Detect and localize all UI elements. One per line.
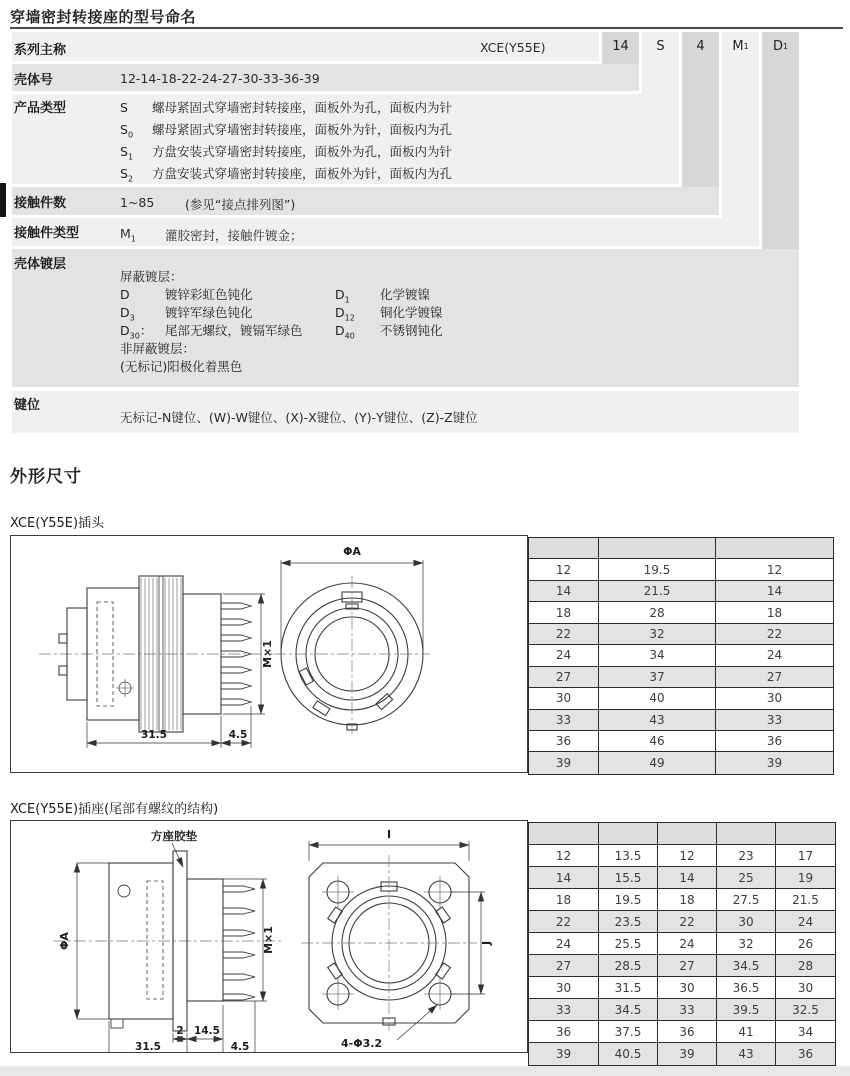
table-cell-shell: 36 xyxy=(529,1021,599,1042)
product-type-code: $S_0$ xyxy=(120,121,134,139)
table-cell-a: 13.5 xyxy=(599,845,658,866)
table-cell-shell: 24 xyxy=(529,933,599,954)
table-cell-a: 19.5 xyxy=(599,889,658,910)
socket-table-body xyxy=(529,845,835,1065)
table-row xyxy=(529,977,835,999)
socket-dim-body-length: 31.5 xyxy=(135,1041,161,1052)
product-type-item xyxy=(120,118,452,140)
code-product-type: S xyxy=(656,39,665,54)
row-contact-type xyxy=(12,218,759,246)
plug-dimensions-table xyxy=(528,537,834,775)
code-strip-contact-type xyxy=(722,32,759,246)
product-type-code: $S_1$ xyxy=(120,143,134,161)
table-cell-m: 18 xyxy=(658,889,717,910)
contact-type-desc: 灌胶密封，接触件镀金； xyxy=(165,228,303,243)
key-position-value: 无标记-N键位、(W)-W键位、(X)-X键位、(Y)-Y键位、(Z)-Z键位 xyxy=(120,410,478,425)
table-cell-j: 26 xyxy=(797,936,814,951)
table-header-cell xyxy=(776,823,835,844)
table-cell-i: 32 xyxy=(717,933,776,954)
plating-desc-1: 尾部无螺纹，镀镉军绿色 xyxy=(165,323,303,338)
table-cell-shell: 36 xyxy=(529,731,599,751)
row-shell-number xyxy=(12,64,639,91)
socket-dim-holes: 4-Φ3.2 xyxy=(341,1037,383,1050)
table-header-cell xyxy=(599,538,716,558)
table-cell-j: 17 xyxy=(797,848,814,863)
product-type-item xyxy=(120,140,452,162)
product-type-desc: 螺母紧固式穿墙密封转接座，面板外为孔，面板内为针 xyxy=(152,100,453,115)
code-contact-type: M 1 xyxy=(732,39,749,54)
table-cell-j: 19 xyxy=(797,870,814,885)
plug-dim-tail-length: 4.5 xyxy=(228,729,248,741)
plating-row xyxy=(120,321,443,339)
plating-code-1: D xyxy=(120,286,130,302)
contact-type-label: 接触件类型 xyxy=(14,226,80,241)
table-cell-shell: 12 xyxy=(529,845,599,866)
table-cell-shell: 14 xyxy=(529,581,599,601)
plating-desc-1: 镀锌军绿色钝化 xyxy=(165,305,253,320)
table-cell-m: 30 xyxy=(658,977,717,998)
socket-dim-thread: M×1 xyxy=(262,926,275,954)
table-cell-m: 27 xyxy=(766,669,783,684)
table-cell-a: 37.5 xyxy=(599,1021,658,1042)
plating-desc-2: 化学镀镍 xyxy=(380,287,431,302)
table-cell-m: 24 xyxy=(658,933,717,954)
plating-content xyxy=(120,267,443,375)
product-type-desc: 方盘安装式穿墙密封转接座，面板外为孔，面板内为针 xyxy=(152,144,453,159)
table-header-row xyxy=(529,538,833,559)
table-cell-a: 28.5 xyxy=(599,955,658,976)
table-cell-j: 24 xyxy=(797,914,814,929)
table-cell-m: 12 xyxy=(658,845,717,866)
product-type-code: $S_2$ xyxy=(120,165,134,183)
plug-table-body xyxy=(529,559,833,773)
socket-dim-j: J xyxy=(480,940,493,946)
table-cell-m: 27 xyxy=(658,955,717,976)
contact-count-value: 1~85 xyxy=(120,195,155,210)
table-header-cell xyxy=(716,538,833,558)
table-cell-i: 39.5 xyxy=(717,999,776,1020)
table-cell-shell: 39 xyxy=(529,1043,599,1065)
shell-label: 壳体号 xyxy=(14,73,54,88)
shell-plating-label: 壳体镀层 xyxy=(14,257,67,272)
page-footer-band xyxy=(0,1066,850,1076)
table-cell-a: 34.5 xyxy=(599,999,658,1020)
table-header-cell xyxy=(529,823,599,844)
table-cell-a: 40 xyxy=(599,688,716,708)
table-row xyxy=(529,955,835,977)
table-cell-j: 34 xyxy=(797,1024,814,1039)
plug-dim-body-length: 31.5 xyxy=(141,729,167,741)
contact-count-label: 接触件数 xyxy=(14,196,67,211)
table-cell-a: 37 xyxy=(599,667,716,687)
table-cell-m: 36 xyxy=(766,734,783,749)
socket-dimension-lines xyxy=(77,841,485,1052)
table-row xyxy=(529,999,835,1021)
table-cell-shell: 18 xyxy=(529,602,599,622)
table-header-cell xyxy=(658,823,717,844)
table-cell-shell: 30 xyxy=(529,977,599,998)
socket-dim-mid-length: 14.5 xyxy=(194,1025,220,1037)
table-row xyxy=(529,667,833,688)
plating-row xyxy=(120,303,443,321)
shell-value: 12-14-18-22-24-27-30-33-36-39 xyxy=(120,71,320,86)
table-cell-i: 23 xyxy=(717,845,776,866)
table-cell-m: 30 xyxy=(766,691,783,706)
table-cell-m: 22 xyxy=(658,911,717,932)
table-cell-shell: 27 xyxy=(529,955,599,976)
plating-nonshield-value: (无标记)阳极化着黑色 xyxy=(120,359,243,374)
plating-desc-2: 铜化学镀镍 xyxy=(380,305,443,320)
table-row xyxy=(529,752,833,773)
table-cell-j: 32.5 xyxy=(792,1002,819,1017)
row-key-position xyxy=(12,391,799,433)
socket-dim-i: I xyxy=(386,828,392,841)
socket-dim-flange-thickness: 2 xyxy=(176,1025,184,1037)
table-cell-m: 18 xyxy=(766,605,783,620)
table-header-cell xyxy=(529,538,599,558)
table-cell-i: 30 xyxy=(717,911,776,932)
table-cell-j: 21.5 xyxy=(792,892,819,907)
plug-dim-phi-a: ΦA xyxy=(343,545,361,558)
row-series xyxy=(12,32,599,61)
table-header-row xyxy=(529,823,835,845)
table-cell-m: 24 xyxy=(766,648,783,663)
table-cell-shell: 24 xyxy=(529,645,599,665)
plating-nonshield-header: 非屏蔽镀层： xyxy=(120,341,196,356)
plating-list xyxy=(120,285,443,339)
socket-pins xyxy=(223,886,255,1000)
plug-drawing-box xyxy=(10,535,528,773)
table-cell-shell: 18 xyxy=(529,889,599,910)
table-row xyxy=(529,645,833,666)
code-plating: D 1 xyxy=(772,39,789,54)
table-cell-i: 41 xyxy=(717,1021,776,1042)
row-shell-plating xyxy=(12,249,799,387)
table-cell-a: 19.5 xyxy=(599,559,716,579)
table-cell-m: 22 xyxy=(766,626,783,641)
table-cell-m: 39 xyxy=(766,756,783,771)
row-product-type xyxy=(12,94,679,184)
table-cell-shell: 22 xyxy=(529,624,599,644)
product-type-desc: 螺母紧固式穿墙密封转接座，面板外为针，面板内为孔 xyxy=(152,122,453,137)
table-cell-i: 34.5 xyxy=(717,955,776,976)
gasket-label: 方座胶垫 xyxy=(151,829,197,843)
table-cell-a: 49 xyxy=(599,752,716,773)
table-row xyxy=(529,624,833,645)
table-row xyxy=(529,933,835,955)
table-row xyxy=(529,845,835,867)
table-cell-a: 46 xyxy=(599,731,716,751)
contact-type-code: $M_1$ xyxy=(120,226,136,244)
table-cell-shell: 22 xyxy=(529,911,599,932)
table-cell-shell: 39 xyxy=(529,752,599,773)
product-type-code: S xyxy=(120,99,128,115)
table-row xyxy=(529,710,833,731)
code-contact-count: 4 xyxy=(696,39,705,54)
table-cell-shell: 12 xyxy=(529,559,599,579)
code-shell: 14 xyxy=(612,39,629,54)
outline-heading: 外形尺寸 xyxy=(10,467,82,487)
series-value: XCE(Y55E) xyxy=(480,40,546,55)
table-cell-m: 33 xyxy=(766,712,783,727)
table-cell-a: 15.5 xyxy=(599,867,658,888)
product-type-label: 产品类型 xyxy=(14,101,67,116)
plug-technical-drawing xyxy=(11,536,527,772)
socket-dim-phi-a: ΦA xyxy=(58,932,71,950)
plating-code-2: $D_{40}$ xyxy=(335,322,355,340)
table-row xyxy=(529,1021,835,1043)
table-cell-m: 14 xyxy=(658,867,717,888)
table-cell-shell: 33 xyxy=(529,710,599,730)
table-cell-shell: 33 xyxy=(529,999,599,1020)
plug-dim-thread: M×1 xyxy=(261,640,274,668)
table-row xyxy=(529,731,833,752)
table-cell-m: 12 xyxy=(766,562,783,577)
table-cell-a: 25.5 xyxy=(599,933,658,954)
product-type-desc: 方盘安装式穿墙密封转接座，面板外为针，面板内为孔 xyxy=(152,166,453,181)
socket-technical-drawing xyxy=(11,821,527,1052)
socket-figure-label: XCE(Y55E)插座(尾部有螺纹的结构) xyxy=(10,802,219,817)
table-row xyxy=(529,688,833,709)
socket-dimensions-table xyxy=(528,822,836,1066)
table-cell-a: 21.5 xyxy=(599,581,716,601)
scan-artifact-bar xyxy=(0,183,6,217)
product-type-item xyxy=(120,162,452,184)
product-type-item xyxy=(120,96,452,118)
contact-count-note: (参见“接点排列图”) xyxy=(185,197,296,212)
table-row xyxy=(529,581,833,602)
plating-desc-1: 镀锌彩虹色钝化 xyxy=(165,287,253,302)
table-cell-shell: 27 xyxy=(529,667,599,687)
socket-drawing-box xyxy=(10,820,528,1053)
table-cell-a: 40.5 xyxy=(599,1043,658,1065)
table-cell-j: 36 xyxy=(797,1047,814,1061)
table-cell-m: 39 xyxy=(658,1043,717,1065)
table-cell-a: 23.5 xyxy=(599,911,658,932)
table-row xyxy=(529,889,835,911)
plug-figure-label: XCE(Y55E)插头 xyxy=(10,516,105,531)
table-cell-i: 27.5 xyxy=(717,889,776,910)
page-title: 穿墙密封转接座的型号命名 xyxy=(10,8,197,26)
product-type-list xyxy=(120,96,452,184)
table-cell-a: 28 xyxy=(599,602,716,622)
table-cell-a: 32 xyxy=(599,624,716,644)
plating-code-2: $D_{12}$ xyxy=(335,304,355,322)
plating-shield-header: 屏蔽镀层： xyxy=(120,269,183,284)
table-cell-a: 34 xyxy=(599,645,716,665)
table-cell-j: 28 xyxy=(797,958,814,973)
plating-row xyxy=(120,285,443,303)
table-header-cell xyxy=(599,823,658,844)
row-contact-count xyxy=(12,187,719,215)
table-cell-a: 43 xyxy=(599,710,716,730)
table-cell-i: 36.5 xyxy=(717,977,776,998)
plating-code-1: $D_{30}$： xyxy=(120,323,153,341)
table-row xyxy=(529,602,833,623)
table-row xyxy=(529,1043,835,1065)
table-row xyxy=(529,911,835,933)
title-rule xyxy=(10,27,843,29)
table-cell-shell: 14 xyxy=(529,867,599,888)
table-cell-a: 31.5 xyxy=(599,977,658,998)
series-label: 系列主称 xyxy=(14,43,67,58)
plating-code-1: $D_3$ xyxy=(120,304,135,322)
table-row xyxy=(529,559,833,580)
table-cell-i: 25 xyxy=(717,867,776,888)
plating-code-2: $D_1$ xyxy=(335,286,350,304)
socket-dim-tail-length: 4.5 xyxy=(230,1041,250,1052)
table-cell-m: 14 xyxy=(766,584,783,599)
table-row xyxy=(529,867,835,889)
table-cell-m: 33 xyxy=(658,999,717,1020)
table-cell-i: 43 xyxy=(717,1043,776,1065)
table-cell-m: 36 xyxy=(658,1021,717,1042)
plating-desc-2: 不锈钢钝化 xyxy=(380,323,443,338)
table-cell-j: 30 xyxy=(797,980,814,995)
key-position-label: 键位 xyxy=(14,398,41,413)
table-header-cell xyxy=(717,823,776,844)
table-cell-shell: 30 xyxy=(529,688,599,708)
